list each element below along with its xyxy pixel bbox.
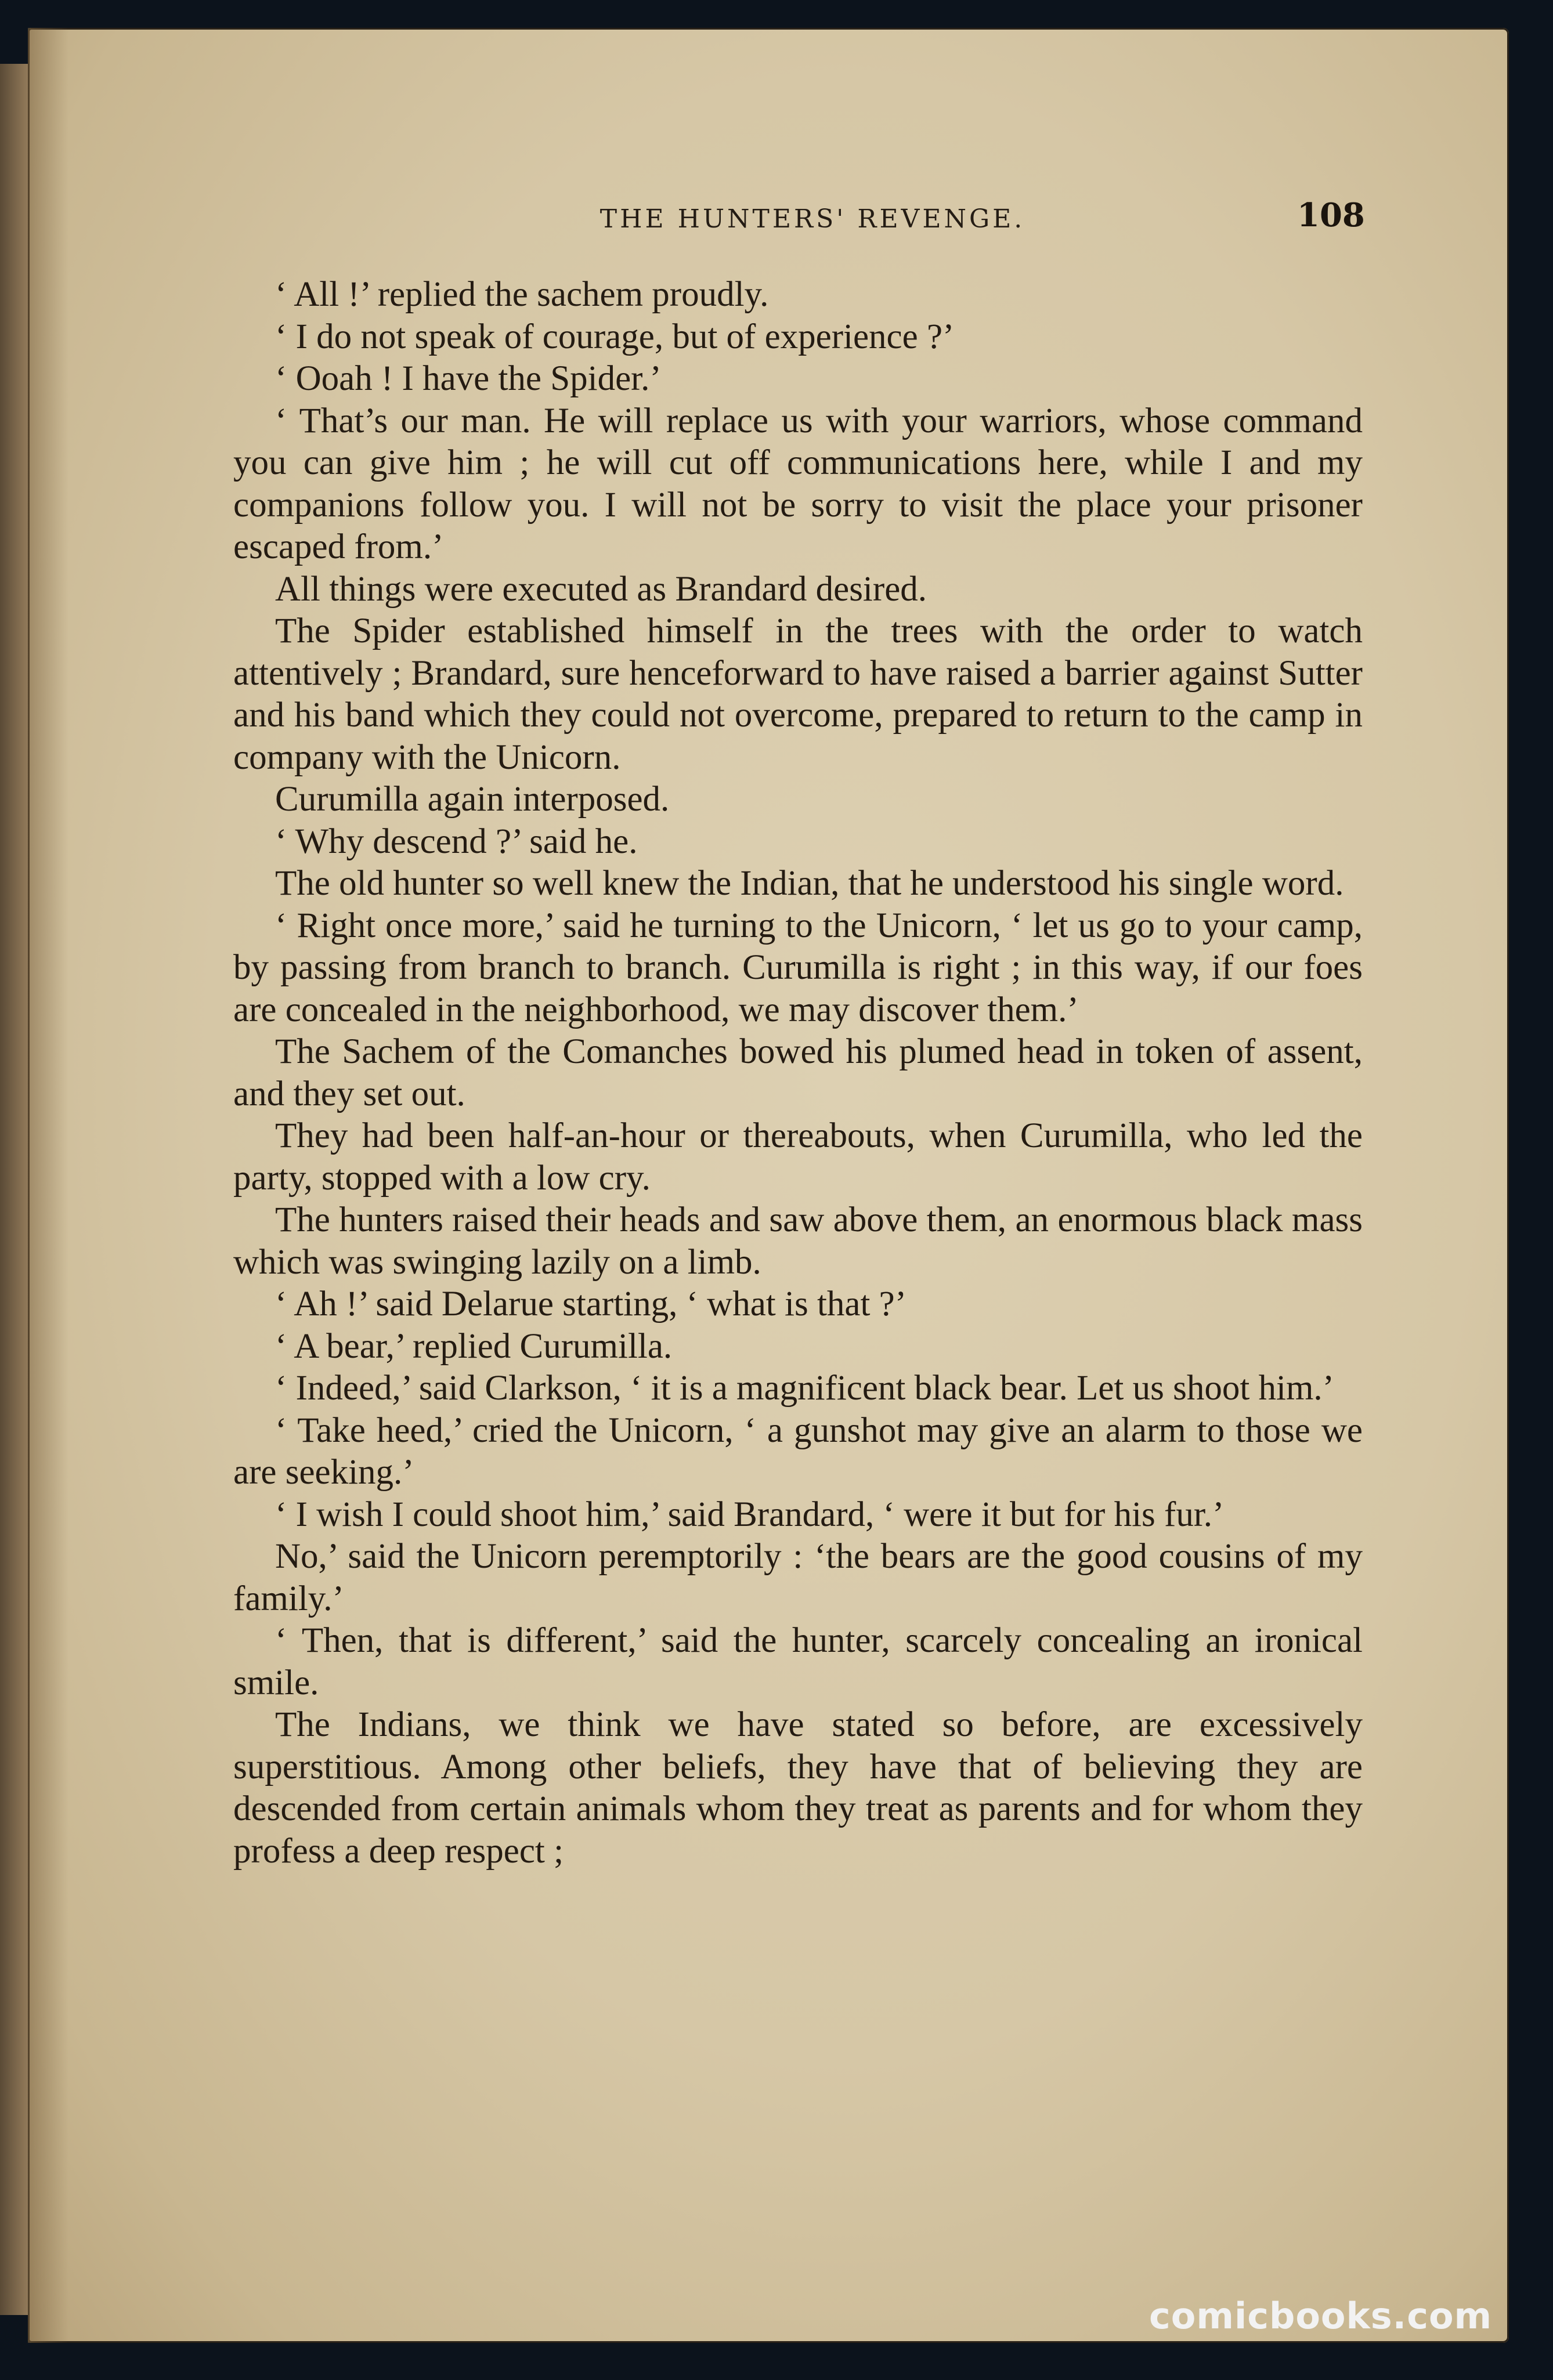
paragraph: ‘ That’s our man. He will replace us with your warriors, whose command you can give him ; he will cut off communications here, while I and my companions follow you. I will not be sorry to visit the place your prisoner escaped from.’ — [233, 401, 1363, 566]
paragraph: ‘ I wish I could shoot him,’ said Brandard, ‘ were it but for his fur.’ — [275, 1495, 1225, 1534]
paragraph: They had been half-an-hour or thereabouts, when Curumilla, who led the party, stopped with a low cry. — [233, 1116, 1363, 1198]
paragraph: ‘ Ah !’ said Delarue starting, ‘ what is that ?’ — [275, 1285, 907, 1323]
page-number: 108 — [1297, 196, 1365, 234]
paragraph: The Indians, we think we have stated so before, are excessively superstitious. Among other beliefs, they have that of believing they are descended from certain animals whom they treat as parents and for whom they profess a deep respect ; — [233, 1705, 1363, 1871]
paragraph: ‘ I do not speak of courage, but of experience ?’ — [275, 317, 955, 356]
site-watermark: comicbooks.com — [1149, 2295, 1493, 2337]
paragraph: ‘ All !’ replied the sachem proudly. — [275, 275, 769, 314]
paragraph: The hunters raised their heads and saw above them, an enormous black mass which was swinging lazily on a limb. — [233, 1200, 1363, 1282]
paragraph: ‘ Indeed,’ said Clarkson, ‘ it is a magnificent black bear. Let us shoot him.’ — [275, 1369, 1334, 1408]
paragraph: No,’ said the Unicorn peremptorily : ‘the bears are the good cousins of my family.’ — [233, 1537, 1363, 1618]
paragraph: ‘ Why descend ?’ said he. — [275, 822, 638, 861]
paragraph: ‘ A bear,’ replied Curumilla. — [275, 1326, 673, 1366]
paragraph: ‘ Then, that is different,’ said the hunter, scarcely concealing an ironical smile. — [233, 1621, 1363, 1702]
paragraph: The Spider established himself in the trees with the order to watch attentively ; Brandard, sure henceforward to have raised a barrier against Sutter and his band which they could not overcome, prepared to return to the camp in company with the Unicorn. — [233, 612, 1363, 777]
body-text — [233, 274, 1363, 1872]
paragraph: The Sachem of the Comanches bowed his plumed head in token of assent, and they set out. — [233, 1032, 1363, 1113]
paragraph: ‘ Ooah ! I have the Spider.’ — [275, 359, 662, 398]
paragraph: ‘ Take heed,’ cried the Unicorn, ‘ a gunshot may give an alarm to those we are seeking.’ — [233, 1410, 1363, 1492]
paragraph: ‘ Right once more,’ said he turning to the Unicorn, ‘ let us go to your camp, by passing from branch to branch. Curumilla is right ; in this way, if our foes are concealed in the neighborhood, we may discover them.’ — [233, 906, 1363, 1029]
running-head: THE HUNTERS' REVENGE. — [599, 204, 1025, 234]
paragraph: All things were executed as Brandard desired. — [275, 569, 927, 609]
paragraph: The old hunter so well knew the Indian, that he understood his single word. — [275, 864, 1344, 903]
paragraph: Curumilla again interposed. — [275, 780, 670, 819]
